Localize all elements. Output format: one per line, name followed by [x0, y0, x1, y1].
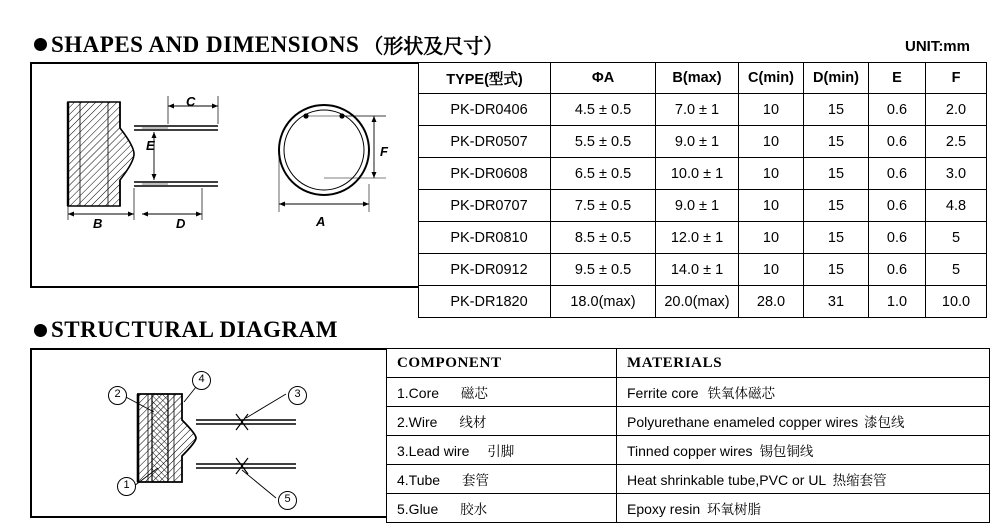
cell-d: 15 — [804, 254, 869, 286]
cell-a: 5.5 ± 0.5 — [551, 126, 656, 158]
cell-d: 15 — [804, 126, 869, 158]
cell-d: 15 — [804, 222, 869, 254]
cell-type: PK-DR0707 — [419, 190, 551, 222]
cell-f: 4.8 — [926, 190, 987, 222]
table-row — [419, 286, 987, 318]
cell-e: 0.6 — [869, 222, 926, 254]
material-name-cjk: 环氧树脂 — [707, 502, 762, 518]
cell-c: 10 — [739, 126, 804, 158]
cell-f: 10.0 — [926, 286, 987, 318]
table-header-row — [419, 63, 987, 94]
material-name: Polyurethane enameled copper wires — [627, 414, 859, 430]
shapes-title-cjk: （形状及尺寸） — [363, 34, 504, 58]
cell-a: 6.5 ± 0.5 — [551, 158, 656, 190]
table-row — [419, 190, 987, 222]
cell-type: PK-DR1820 — [419, 286, 551, 318]
label-e: E — [146, 138, 155, 153]
label-b: B — [93, 216, 103, 231]
material-name: Epoxy resin — [627, 501, 701, 517]
cell-component — [387, 378, 617, 407]
cell-material — [617, 378, 990, 407]
cell-component — [387, 436, 617, 465]
top-view-drawing — [262, 94, 412, 224]
side-view-drawing — [50, 84, 290, 224]
cell-component — [387, 407, 617, 436]
cell-material — [617, 494, 990, 523]
cell-c: 10 — [739, 94, 804, 126]
col-materials: MATERIALS — [617, 349, 990, 378]
component-name: 3.Lead wire — [397, 443, 470, 459]
component-name-cjk: 线材 — [459, 415, 487, 431]
cell-e: 0.6 — [869, 158, 926, 190]
label-d: D — [176, 216, 186, 231]
cell-d: 15 — [804, 158, 869, 190]
cell-b: 14.0 ± 1 — [656, 254, 739, 286]
cell-a: 8.5 ± 0.5 — [551, 222, 656, 254]
col-c: C(min) — [739, 63, 804, 94]
material-name-cjk: 锡包铜线 — [759, 444, 814, 460]
cell-component — [387, 465, 617, 494]
callout-3: 3 — [288, 386, 307, 405]
cell-c: 10 — [739, 222, 804, 254]
cell-f: 2.5 — [926, 126, 987, 158]
label-a: A — [316, 214, 326, 229]
cell-material — [617, 436, 990, 465]
table-row — [419, 126, 987, 158]
cell-e: 0.6 — [869, 190, 926, 222]
component-name-cjk: 磁芯 — [460, 386, 488, 402]
structural-drawing — [96, 368, 366, 508]
bullet-icon — [34, 38, 47, 51]
cell-d: 15 — [804, 190, 869, 222]
col-d: D(min) — [804, 63, 869, 94]
table-row — [387, 378, 990, 407]
cell-d: 31 — [804, 286, 869, 318]
cell-material — [617, 465, 990, 494]
cell-f: 3.0 — [926, 158, 987, 190]
table-row — [419, 254, 987, 286]
col-a: ΦA — [551, 63, 656, 94]
cell-type: PK-DR0507 — [419, 126, 551, 158]
cell-type: PK-DR0912 — [419, 254, 551, 286]
cell-component — [387, 494, 617, 523]
cell-f: 5 — [926, 222, 987, 254]
structural-section-header — [34, 317, 338, 343]
table-row — [387, 465, 990, 494]
component-name-cjk: 引脚 — [487, 444, 515, 460]
cell-a: 4.5 ± 0.5 — [551, 94, 656, 126]
label-c: C — [186, 94, 196, 109]
col-type: TYPE(型式) — [419, 63, 551, 94]
bullet-icon — [34, 324, 47, 337]
dimensions-table — [418, 62, 987, 318]
component-name: 1.Core — [397, 385, 440, 401]
component-name-cjk: 套管 — [461, 473, 489, 489]
cell-b: 7.0 ± 1 — [656, 94, 739, 126]
table-row — [419, 158, 987, 190]
cell-b: 12.0 ± 1 — [656, 222, 739, 254]
table-row — [419, 94, 987, 126]
material-name-cjk: 漆包线 — [864, 415, 905, 431]
component-name-cjk: 胶水 — [460, 502, 488, 518]
shapes-section-header — [34, 30, 503, 59]
table-row — [387, 407, 990, 436]
table-row — [387, 436, 990, 465]
structural-title: STRUCTURAL DIAGRAM — [51, 317, 338, 342]
cell-type: PK-DR0406 — [419, 94, 551, 126]
cell-e: 0.6 — [869, 126, 926, 158]
material-name-cjk: 热缩套管 — [832, 473, 887, 489]
col-component: COMPONENT — [387, 349, 617, 378]
material-name: Heat shrinkable tube,PVC or UL — [627, 472, 826, 488]
callout-2: 2 — [108, 386, 127, 405]
cell-type: PK-DR0608 — [419, 158, 551, 190]
cell-d: 15 — [804, 94, 869, 126]
cell-c: 28.0 — [739, 286, 804, 318]
col-e: E — [869, 63, 926, 94]
col-b: B(max) — [656, 63, 739, 94]
structure-table — [386, 348, 990, 523]
callout-1: 1 — [117, 477, 136, 496]
shapes-title: SHAPES AND DIMENSIONS — [51, 31, 360, 57]
component-name: 4.Tube — [397, 472, 441, 488]
table-row — [419, 222, 987, 254]
cell-f: 5 — [926, 254, 987, 286]
cell-b: 9.0 ± 1 — [656, 126, 739, 158]
cell-c: 10 — [739, 254, 804, 286]
label-f: F — [380, 144, 388, 159]
cell-b: 9.0 ± 1 — [656, 190, 739, 222]
callout-4: 4 — [192, 371, 211, 390]
cell-b: 10.0 ± 1 — [656, 158, 739, 190]
cell-a: 7.5 ± 0.5 — [551, 190, 656, 222]
material-name-cjk: 铁氧体磁芯 — [707, 386, 775, 402]
col-f: F — [926, 63, 987, 94]
cell-e: 1.0 — [869, 286, 926, 318]
cell-a: 18.0(max) — [551, 286, 656, 318]
material-name: Tinned copper wires — [627, 443, 753, 459]
cell-e: 0.6 — [869, 254, 926, 286]
cell-a: 9.5 ± 0.5 — [551, 254, 656, 286]
table-row — [387, 494, 990, 523]
table-header-row — [387, 349, 990, 378]
cell-type: PK-DR0810 — [419, 222, 551, 254]
unit-label: UNIT:mm — [904, 38, 970, 55]
cell-c: 10 — [739, 190, 804, 222]
component-name: 5.Glue — [397, 501, 439, 517]
cell-material — [617, 407, 990, 436]
material-name: Ferrite core — [627, 385, 699, 401]
callout-5: 5 — [278, 491, 297, 510]
cell-e: 0.6 — [869, 94, 926, 126]
cell-c: 10 — [739, 158, 804, 190]
cell-b: 20.0(max) — [656, 286, 739, 318]
cell-f: 2.0 — [926, 94, 987, 126]
component-name: 2.Wire — [397, 414, 438, 430]
